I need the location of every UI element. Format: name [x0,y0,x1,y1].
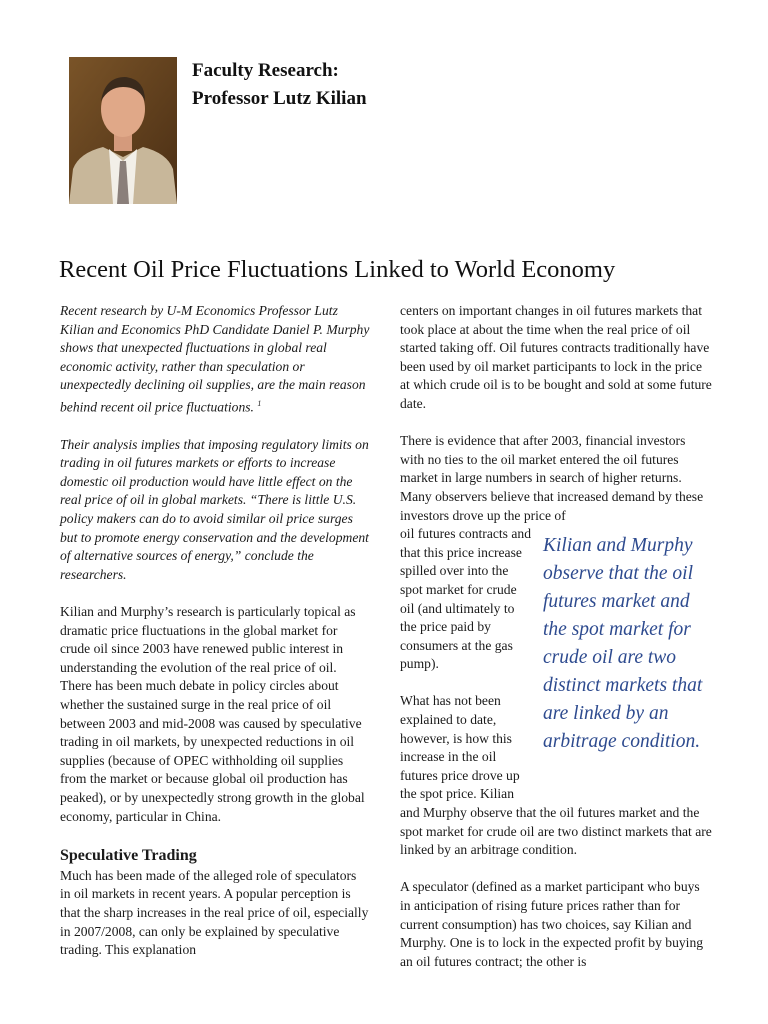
right-paragraph-1: centers on important changes in oil futures markets that took place at about the time when the real price of oil started taking off. Oil futures contracts traditionally have been used by oil market participants to lock in the price at which crude oil is to be bought and sold at some future date. [400,303,712,411]
header-title [192,57,367,113]
left-column [60,302,370,960]
intro-paragraph-1-text: Recent research by U-M Economics Professor Lutz Kilian and Economics PhD Candidate Daniel P. Murphy shows that unexpected fluctuations in global real economic activity, rather than speculation or unexpectedly declining oil supplies, are the main reason behind recent oil price fluctuations. [60,303,370,415]
pull-quote: Kilian and Murphy observe that the oil futures market and the spot market for crude oil are two distinct markets that are linked by an arbitrage condition. [543,535,703,752]
section-heading: Speculative Trading [60,846,197,864]
body-paragraph-2: Much has been made of the alleged role of speculators in oil markets in recent years. A popular perception is that the sharp increases in the real price of oil, especially in 2007/2008, can only be explained by speculative trading. This explanation [60,867,369,958]
right-paragraph-4: A speculator (defined as a market participant who buys in anticipation of rising future prices rather than for current consumption) has two choices, say Kilian and Murphy. One is to lock in the expected profit by buying an oil futures contract; the other is [400,879,704,969]
professor-photo [69,57,177,204]
right-paragraph-2: There is evidence that after 2003, financial investors with no ties to the oil market entered the oil futures market in large numbers in search of higher returns. Many observers believe that increased demand by these investors drove up the price of [400,433,704,523]
right-paragraph-2-continued: oil futures contracts and that this price increase spilled over into the spot market for crude oil (and ultimately to the price paid by consumers at the gas pump). [400,526,531,672]
right-paragraph-3-continued: and Murphy observe that the oil futures market and the spot market for crude oil are two distinct markets that are linked by an arbitrage condition. [400,805,712,858]
article-title: Recent Oil Price Fluctuations Linked to World Economy [59,256,616,283]
header-title-line1: Faculty Research: [192,60,339,81]
right-paragraph-3: What has not been explained to date, however, is how this increase in the oil futures price drove up the spot price. Kilian [400,693,520,802]
intro-paragraph-2: Their analysis implies that imposing regulatory limits on trading in oil futures markets or efforts to increase domestic oil production would have little effect on the real price of oil in global markets. “There is little U.S. policy makers can do to avoid similar oil price surges but to promote energy conservation and the development of alternative sources of energy,” conclude the researchers. [60,436,369,582]
body-paragraph-1: Kilian and Murphy’s research is particularly topical as dramatic price fluctuations in the global market for crude oil since 2003 have renewed public interest in understanding the evolution of the real price of oil. There has been much debate in policy circles about whether the sustained surge in the real price of oil between 2003 and mid-2008 was caused by speculative trading in oil markets, by unexpected reductions in oil supplies (because of OPEC withholding oil supplies from the market or because global oil production has peaked), or by unexpectedly strong growth in the global economy, particular in China. [60,604,365,824]
intro-paragraph-1 [60,302,370,417]
footnote-marker: 1 [257,398,262,408]
header-title-line2: Professor Lutz Kilian [192,88,367,109]
